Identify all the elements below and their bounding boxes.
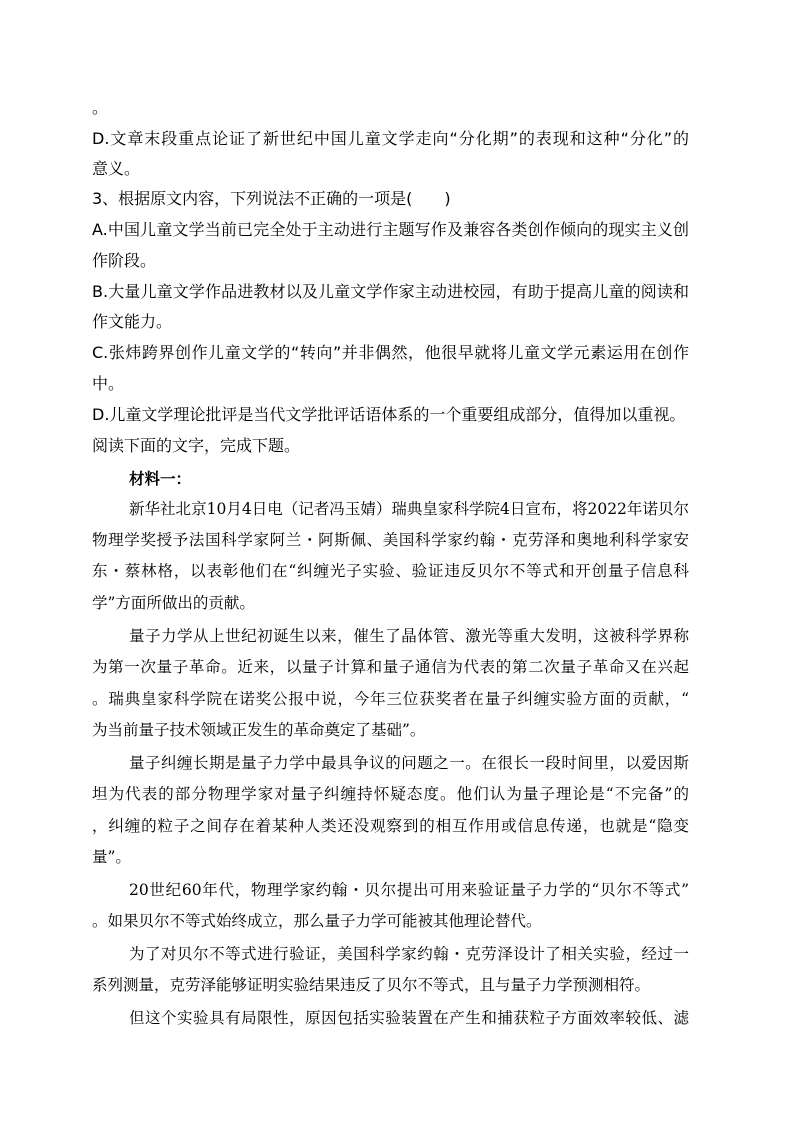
material-p6-line1: 但这个实验具有局限性，原因包括实验装置在产生和捕获粒子方面效率较低、滤 <box>129 1009 689 1027</box>
material-p3-line4: 量”。 <box>92 848 131 866</box>
material-p3-line3: ，纠缠的粒子之间存在着某种人类还没观察到的相互作用或信息传递，也就是“隐变 <box>92 817 689 835</box>
material-p2-line2: 为第一次量子革命。近来，以量子计算和量子通信为代表的第二次量子革命又在兴起 <box>92 658 689 676</box>
material-p1-line1: 新华社北京10月4日电（记者冯玉婧）瑞典皇家科学院4日宣布，将2022年诺贝尔 <box>129 500 689 518</box>
material-p2-line3: 。瑞典皇家科学院在诺奖公报中说，今年三位获奖者在量子纠缠实验方面的贡献，“ <box>92 690 689 708</box>
q3-option-d: D.儿童文学理论批评是当代文学批评话语体系的一个重要组成部分，值得加以重视。 <box>92 405 686 424</box>
material-p3-line1: 量子纠缠长期是量子力学中最具争议的问题之一。在很长一段时间里，以爱因斯 <box>129 754 689 772</box>
q2-prev-tail: 。 <box>92 98 109 117</box>
q3-option-b-line1: B.大量儿童文学作品进教材以及儿童文学作家主动进校园，有助于提高儿童的阅读和 <box>92 282 689 301</box>
q2-option-d-line1: D.文章末段重点论证了新世纪中国儿童文学走向“分化期”的表现和这种“分化”的 <box>92 129 689 148</box>
material-p2-line1: 量子力学从上世纪初诞生以来，催生了晶体管、激光等重大发明，这被科学界称 <box>129 627 689 645</box>
q3-stem: 3、根据原文内容，下列说法不正确的一项是( ) <box>92 189 451 208</box>
q2-option-d-line2: 意义。 <box>92 159 141 178</box>
q3-option-b-line2: 作文能力。 <box>92 312 173 331</box>
q3-option-a-line2: 作阶段。 <box>92 251 157 270</box>
material-heading: 材料一： <box>129 469 192 488</box>
material-p1-line2: 物理学奖授予法国科学家阿兰・阿斯佩、美国科学家约翰・克劳泽和奥地利科学家安 <box>92 531 689 549</box>
material-p5-line2: 系列测量，克劳泽能够证明实验结果违反了贝尔不等式，且与量子力学预测相符。 <box>92 976 651 994</box>
material-p1-line4: 学”方面所做出的贡献。 <box>92 594 255 612</box>
material-p4-line2: 。如果贝尔不等式始终成立，那么量子力学可能被其他理论替代。 <box>92 912 542 930</box>
material-p5-line1: 为了对贝尔不等式进行验证，美国科学家约翰・克劳泽设计了相关实验，经过一 <box>129 945 689 963</box>
reading-instruction: 阅读下面的文字，完成下题。 <box>92 436 301 455</box>
q3-option-c-line2: 中。 <box>92 374 125 393</box>
material-p4-line1: 20世纪60年代，物理学家约翰・贝尔提出可用来验证量子力学的“贝尔不等式” <box>129 881 689 899</box>
q3-option-c-line1: C.张炜跨界创作儿童文学的“转向”并非偶然，他很早就将儿童文学元素运用在创作 <box>92 343 689 362</box>
q3-option-a-line1: A.中国儿童文学当前已完全处于主动进行主题写作及兼容各类创作倾向的现实主义创 <box>92 220 689 239</box>
material-p3-line2: 坦为代表的部分物理学家对量子纠缠持怀疑态度。他们认为量子理论是“不完备”的 <box>92 785 689 803</box>
material-p1-line3: 东・蔡林格，以表彰他们在“纠缠光子实验、验证违反贝尔不等式和开创量子信息科 <box>92 562 689 580</box>
material-p2-line4: 为当前量子技术领域正发生的革命奠定了基础”。 <box>92 721 426 739</box>
